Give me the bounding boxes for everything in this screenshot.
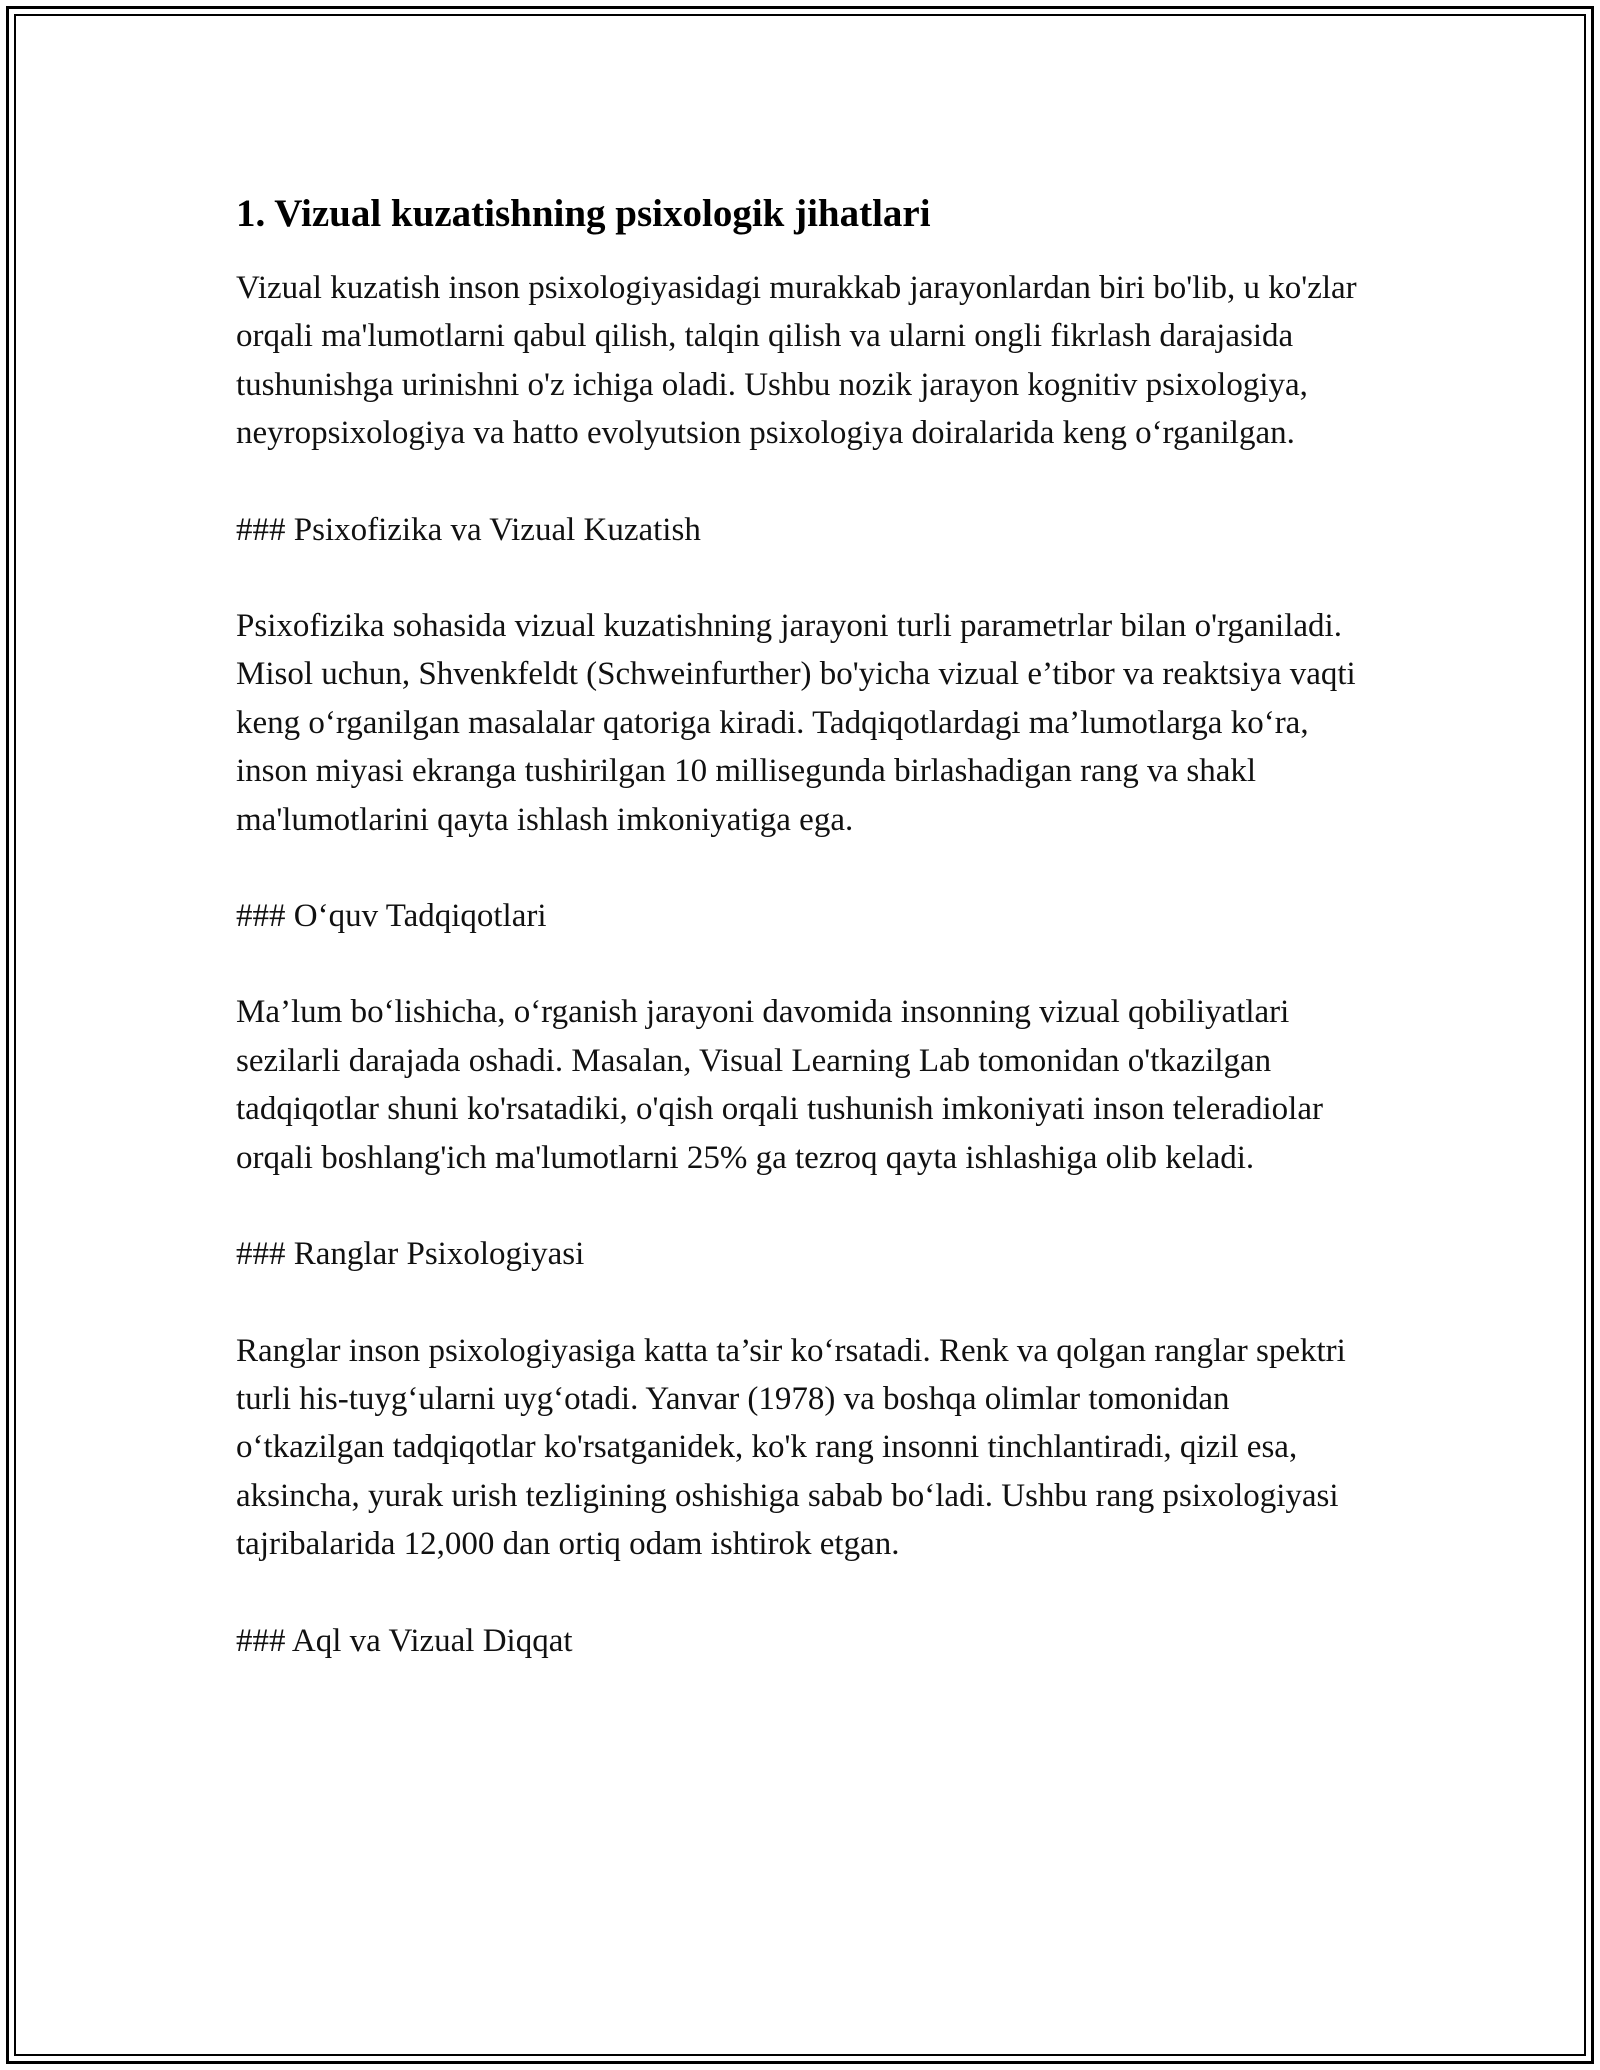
document-body [236, 186, 1376, 1713]
paragraph-ranglar-psixologiyasi: Ranglar inson psixologiyasiga katta ta’sir ko‘rsatadi. Renk va qolgan ranglar spektri turli his-tuyg‘ularni uyg‘otadi. Yanvar (1978) va boshqa olimlar tomonidan o‘tkazilgan tadqiqotlar ko'rsatganidek, ko'k rang insonni tinchlantiradi, qizil esa, aksincha, yurak urish tezligining oshishiga sabab bo‘ladi. Ushbu rang psixologiyasi tajribalarida 12,000 dan ortiq odam ishtirok etgan. [236, 1332, 1346, 1563]
paragraph-intro: Vizual kuzatish inson psixologiyasidagi murakkab jarayonlardan biri bo'lib, u ko'zlar orqali ma'lumotlarni qabul qilish, talqin qilish va ularni ongli fikrlash darajasida tushunishga urinishni o'z ichiga oladi. Ushbu nozik jarayon kognitiv psixologiya, neyropsixologiya va hatto evolyutsion psixologiya doiralarida keng o‘rganilgan. [236, 270, 1357, 452]
paragraph-oquv-tadqiqotlari: Ma’lum bo‘lishicha, o‘rganish jarayoni davomida insonning vizual qobiliyatlari sezilarli darajada oshadi. Masalan, Visual Learning Lab tomonidan o'tkazilgan tadqiqotlar shuni ko'rsatadiki, o'qish orqali tushunish imkoniyati inson teleradiolar orqali boshlang'ich ma'lumotlarni 25% ga tezroq qayta ishlashiga olib keladi. [236, 994, 1323, 1176]
paragraph-psixofizika: Psixofizika sohasida vizual kuzatishning jarayoni turli parametrlar bilan o'rganiladi. Misol uchun, Shvenkfeldt (Schweinfurther) bo'yicha vizual e’tibor va reaktsiya vaqti keng o‘rganilgan masalalar qatoriga kiradi. Tadqiqotlardagi ma’lumotlarga ko‘ra, inson miyasi ekranga tushirilgan 10 millisegunda birlashadigan rang va shakl ma'lumotlarini qayta ishlash imkoniyatiga ega. [236, 608, 1356, 838]
section-heading-oquv-tadqiqotlari: ### O‘quv Tadqiqotlari [236, 898, 547, 935]
section-heading-aql-va-vizual-diqqat: ### Aql va Vizual Diqqat [236, 1622, 573, 1659]
section-heading-ranglar-psixologiyasi: ### Ranglar Psixologiyasi [236, 1236, 585, 1273]
document-title: 1. Vizual kuzatishning psixologik jihatlari [236, 192, 931, 235]
section-heading-psixofizika: ### Psixofizika va Vizual Kuzatish [236, 511, 701, 548]
